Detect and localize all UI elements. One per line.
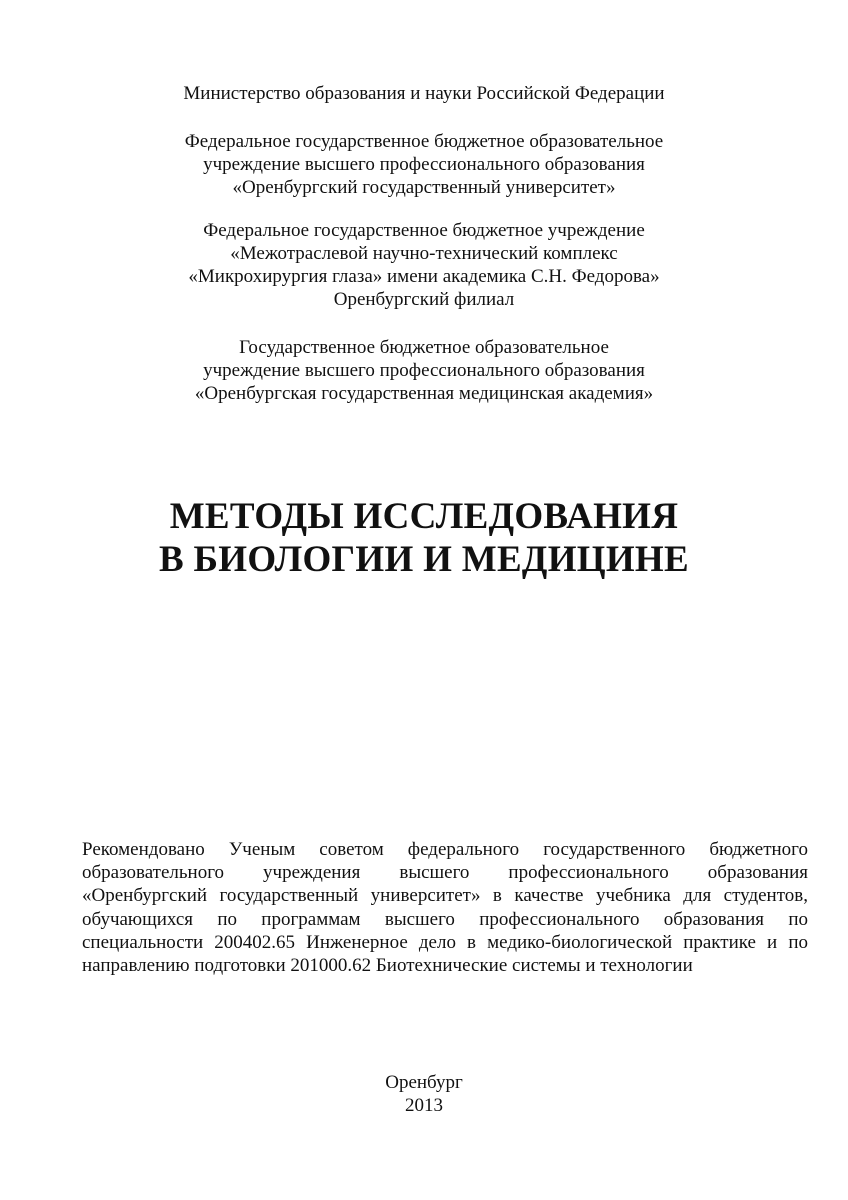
book-title-line: В БИОЛОГИИ И МЕДИЦИНЕ: [159, 539, 689, 580]
imprint-year: 2013: [405, 1095, 443, 1116]
organization-line: «Микрохирургия глаза» имени академика С.Н. Федорова»: [188, 266, 660, 287]
recommendation-line: обучающихся по программам высшего профессионального образования по: [82, 908, 808, 930]
organization-line: «Оренбургская государственная медицинская академия»: [194, 383, 654, 404]
imprint: [0, 1071, 848, 1117]
recommendation-line: «Оренбургский государственный университет» в качестве учебника для студентов,: [82, 885, 808, 907]
book-title: [0, 495, 848, 581]
organization-medical-academy: [0, 336, 848, 405]
organization-line: «Межотраслевой научно-технический комплекс: [230, 243, 618, 264]
recommendation-line: специальности 200402.65 Инженерное дело в медико-биологической практике и по: [82, 931, 808, 953]
recommendation-line: образовательного учреждения высшего профессионального образования: [82, 862, 808, 884]
organization-line: Федеральное государственное бюджетное учреждение: [203, 220, 645, 241]
organization-university: [0, 130, 848, 199]
organization-eye-microsurgery: [0, 219, 848, 311]
organization-line: учреждение высшего профессионального образования: [203, 360, 645, 381]
organization-line: Федеральное государственное бюджетное образовательное: [184, 131, 664, 152]
ministry-heading: [0, 82, 848, 105]
recommendation-line: Рекомендовано Ученым советом федерального государственного бюджетного: [82, 839, 808, 860]
organization-line: Оренбургский филиал: [333, 289, 515, 310]
organization-line: Государственное бюджетное образовательное: [239, 337, 609, 358]
book-title-line: МЕТОДЫ ИССЛЕДОВАНИЯ: [169, 496, 679, 537]
imprint-city: Оренбург: [385, 1072, 463, 1093]
organization-line: «Оренбургский государственный университет»: [232, 177, 616, 198]
organization-line: учреждение высшего профессионального образования: [203, 154, 645, 175]
ministry-line: Министерство образования и науки Российской Федерации: [183, 83, 665, 104]
recommendation-paragraph: [82, 838, 808, 977]
recommendation-line: направлению подготовки 201000.62 Биотехнические системы и технологии: [82, 955, 693, 977]
